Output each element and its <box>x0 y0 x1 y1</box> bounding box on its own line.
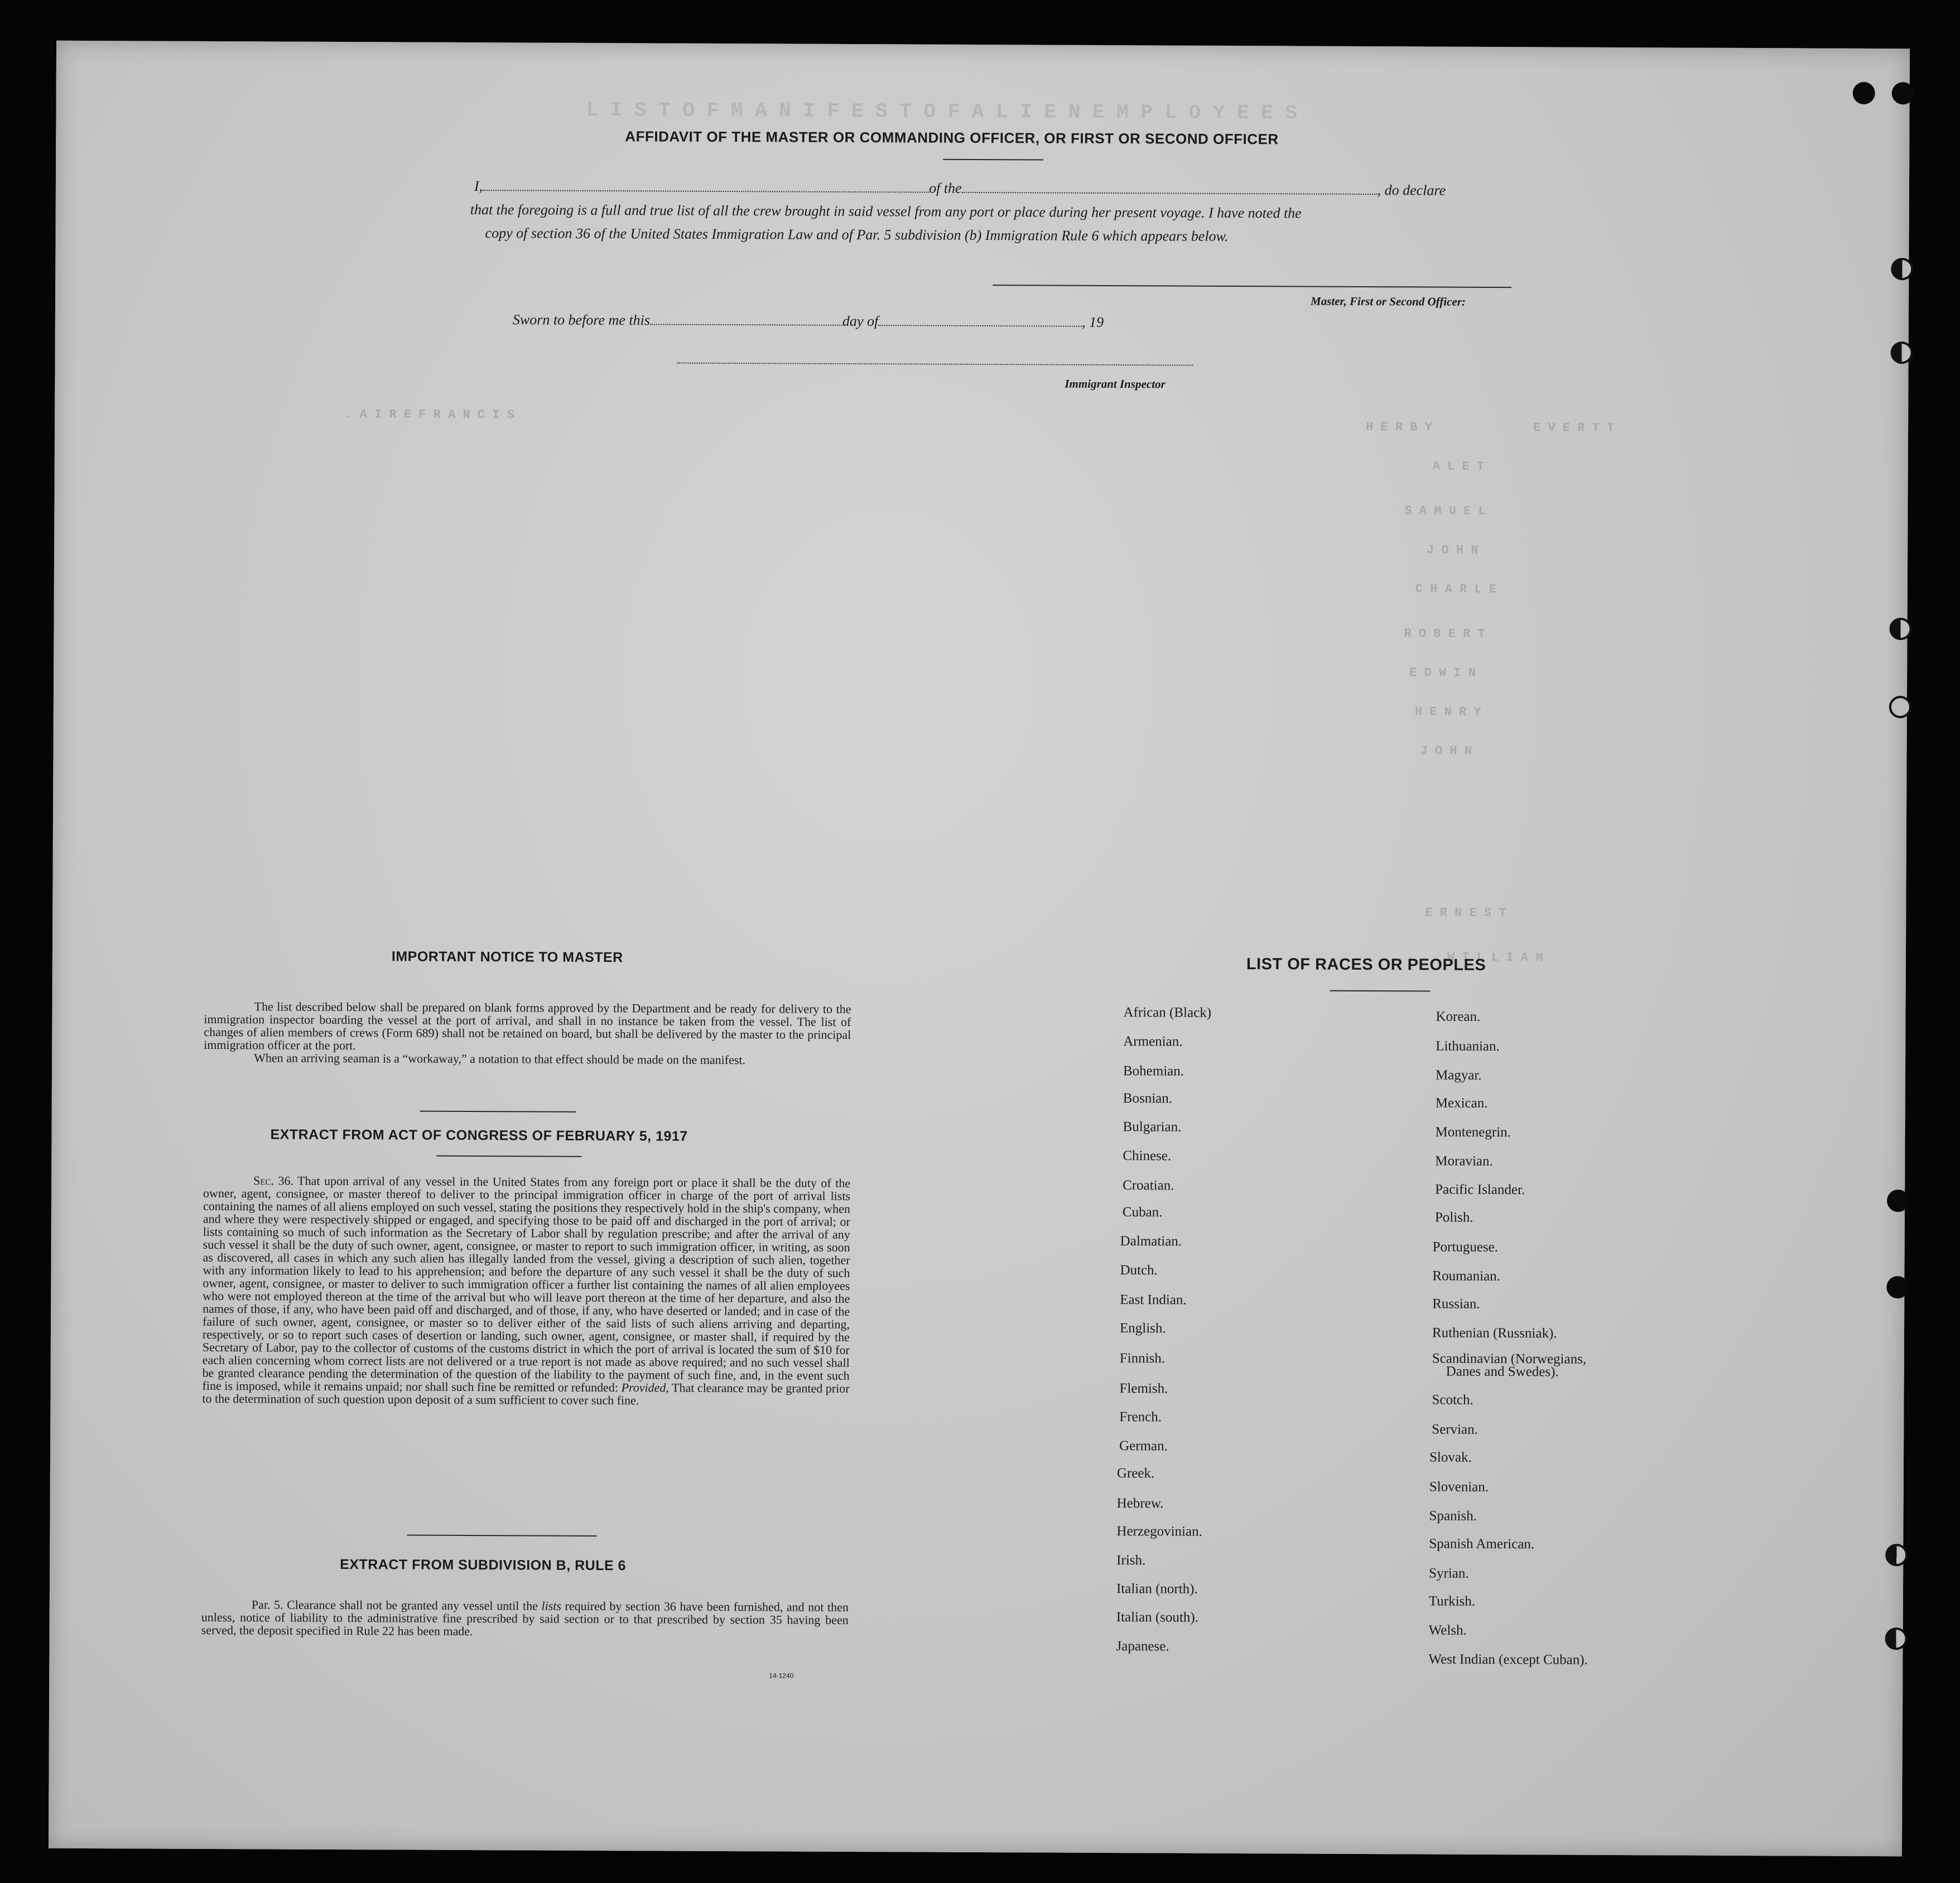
bleed-through-text: R O B E R T <box>1404 627 1485 641</box>
binder-hole <box>1891 258 1913 280</box>
sworn-month-field[interactable] <box>878 314 1082 327</box>
bleed-through-text: H E R B Y <box>1366 420 1432 435</box>
race-item: Spanish. <box>1429 1508 1477 1524</box>
race-item: Spanish American. <box>1429 1536 1535 1552</box>
divider <box>420 1111 576 1113</box>
race-item: Chinese. <box>1123 1148 1172 1164</box>
race-item: Cuban. <box>1122 1205 1163 1220</box>
race-item: East Indian. <box>1120 1292 1187 1308</box>
race-item: Scandinavian (Norwegians, <box>1432 1351 1587 1367</box>
rule-body <box>201 1598 849 1639</box>
name-field[interactable] <box>483 179 929 192</box>
rule-title: EXTRACT FROM SUBDIVISION B, RULE 6 <box>340 1557 627 1574</box>
race-item: Welsh. <box>1428 1622 1467 1638</box>
master-signature-line[interactable] <box>993 285 1511 288</box>
sworn-day-field[interactable] <box>650 312 842 326</box>
act-body <box>202 1174 850 1408</box>
bleed-through-text: C H A R L E <box>1415 582 1497 597</box>
form-number: 14-1240 <box>769 1672 794 1680</box>
sworn-day-of-label: day of <box>842 312 879 330</box>
binder-hole <box>1892 82 1914 104</box>
race-item: Portuguese. <box>1432 1239 1499 1255</box>
bleed-through-text: E D W I N <box>1409 666 1476 680</box>
document-page <box>49 41 1910 1856</box>
notice-paragraph-2: When an arriving seaman is a “workaway,” a notation to that effect should be made on the manifest. <box>254 1051 746 1067</box>
act-section-end: That clearance may be granted prior to the determination of such question upon deposit of a sum sufficient to cover such fine. <box>202 1380 850 1408</box>
notice-title: IMPORTANT NOTICE TO MASTER <box>391 948 623 966</box>
race-item: Ruthenian (Russniak). <box>1432 1325 1557 1341</box>
notice-paragraph-1: The list described below shall be prepared on blank forms approved by the Department and be ready for delivery to the immigration inspector boarding the vessel at the port of arrival, and shall in no instance be taken from the vessel. The list of changes of alien members of crews (Form 689) shall not be retained on board, but shall be delivered by the master to the principal immigration officer at the port. <box>204 999 851 1053</box>
race-item: Herzegovinian. <box>1116 1524 1202 1539</box>
binder-hole <box>1885 1627 1908 1650</box>
race-item: Bosnian. <box>1123 1091 1173 1106</box>
binder-hole <box>1887 1189 1909 1212</box>
race-item: Turkish. <box>1428 1593 1476 1609</box>
race-item: Korean. <box>1436 1009 1481 1024</box>
inspector-caption: Immigrant Inspector <box>1065 377 1166 391</box>
race-item: Greek. <box>1116 1466 1155 1481</box>
affidavit-of-the-label: of the <box>929 180 962 196</box>
race-item: Armenian. <box>1123 1034 1183 1049</box>
race-item: Dalmatian. <box>1120 1234 1182 1249</box>
bleed-through-text: . A I R E F R A N C I S <box>345 407 514 422</box>
bleed-through-text: S A M U E L <box>1404 504 1486 518</box>
binder-hole <box>1889 696 1911 718</box>
race-item: Mexican. <box>1435 1095 1488 1111</box>
race-item: Japanese. <box>1116 1639 1169 1654</box>
races-left-column <box>56 41 1910 49</box>
affidavit-line-1 <box>474 178 1446 199</box>
race-item: German. <box>1119 1438 1168 1454</box>
race-item: Polish. <box>1434 1210 1473 1225</box>
race-item: Danes and Swedes). <box>1446 1364 1559 1380</box>
affidavit-declare-label: , do declare <box>1377 182 1446 199</box>
race-item: Hebrew. <box>1116 1496 1164 1511</box>
divider <box>943 159 1043 161</box>
act-section-text: That upon arrival of any vessel in the United States from any foreign port or place it shall be the duty of the owner, agent, consignee, or master thereof to deliver to the principal immigration officer in charge of the port of arrival lists containing the names of all aliens employed on such vessel, stating the positions they respectively hold in the ship's company, when and where they were respectively shipped or engaged, and specifying those to be paid off and discharged in the port of arrival; or lists containing so much of such information as the Secretary of Labor shall by regulation prescribe; and after the arrival of any such vessel it shall be the duty of such owner, agent, consignee, or master to report to such immigration officer, in writing, as soon as discovered, all cases in which any such alien has illegally landed from the vessel, giving a description of such alien, together with any information likely to lead to his apprehension; and before the departure of any such vessel it shall be the duty of such owner, agent, consignee, or master to deliver to such immigration officer a further list containing the names of all alien employees who were not employed thereon at the time of the arrival but who will leave port thereon at the time of her departure, and also the names of those, if any, who have been paid off and discharged, and of those, if any, who have deserted or landed; and in case of the failure of such owner, agent, consignee, or master so to deliver either of the said lists of such aliens arriving and departing, respectively, or so to report such cases of desertion or landing, such owner, agent, consignee, or master shall, if required by the Secretary of Labor, pay to the collector of customs of the customs district in which the port of arrival is located the sum of $10 for each alien concerning whom correct lists are not delivered or a true report is not made as above required; and no such vessel shall be granted clearance pending the determination of the question of the liability to the payment of such fine, and, in the event such fine is imposed, while it remains unpaid; nor shall such fine be remitted or refunded: <box>202 1173 851 1395</box>
binder-hole <box>1885 1544 1908 1566</box>
race-item: Bulgarian. <box>1123 1119 1182 1135</box>
affidavit-i-label: I, <box>474 178 483 195</box>
race-item: West Indian (except Cuban). <box>1428 1651 1588 1668</box>
race-item: Italian (south). <box>1116 1610 1199 1625</box>
sworn-label: Sworn to before me this <box>512 311 651 329</box>
affidavit-line-3: copy of section 36 of the United States Immigration Law and of Par. 5 subdivision (b) Immigration Rule 6 which appears below. <box>485 225 1229 244</box>
race-item: Roumanian. <box>1432 1268 1501 1284</box>
race-item: Scotch. <box>1432 1392 1473 1408</box>
race-item: Pacific Islander. <box>1435 1182 1525 1198</box>
sworn-line <box>513 311 1104 331</box>
rule-text-start: Par. 5. Clearance shall not be granted any vessel until the <box>251 1597 538 1613</box>
binder-hole <box>1853 82 1875 104</box>
bleed-through-text: A L E T <box>1432 459 1485 474</box>
divider <box>436 1155 581 1157</box>
binder-hole <box>1891 341 1913 364</box>
rule-text-end: required by section 36 have been furnished, and not then unless, notice of liability to the administrative fine prescribed by said section or to that prescribed by section 35 having been served, the deposit specified in Rule 22 has been made. <box>201 1598 849 1639</box>
race-item: Moravian. <box>1435 1153 1493 1169</box>
inspector-signature-line[interactable] <box>677 363 1193 366</box>
race-item: Russian. <box>1432 1296 1480 1312</box>
act-provided: Provided, <box>621 1380 669 1395</box>
race-item: Lithuanian. <box>1436 1038 1500 1054</box>
act-title: EXTRACT FROM ACT OF CONGRESS OF FEBRUARY 5, 1917 <box>270 1126 688 1144</box>
race-item: African (Black) <box>1123 1005 1212 1020</box>
race-item: Italian (north). <box>1116 1581 1198 1597</box>
races-title: LIST OF RACES OR PEOPLES <box>1246 955 1486 974</box>
race-item: Bohemian. <box>1123 1063 1184 1079</box>
races-right-column <box>56 41 1910 49</box>
race-item: Montenegrin. <box>1435 1124 1511 1140</box>
binder-hole <box>1889 618 1911 640</box>
sworn-year-label: , 19 <box>1082 314 1104 330</box>
vessel-field[interactable] <box>962 181 1378 195</box>
divider <box>1330 990 1431 992</box>
race-item: Slovenian. <box>1429 1479 1489 1495</box>
race-item: French. <box>1119 1409 1162 1425</box>
race-item: Servian. <box>1432 1422 1478 1437</box>
bleed-through-text: W I L L I A M <box>1447 950 1543 965</box>
rule-lists: lists <box>541 1598 562 1613</box>
race-item: Dutch. <box>1120 1263 1158 1278</box>
act-section-label: Sec. 36. <box>253 1173 294 1188</box>
bleed-through-text: E R N E S T <box>1425 906 1506 921</box>
bleed-through-text: J O H N <box>1420 744 1472 758</box>
race-item: English. <box>1119 1321 1166 1336</box>
race-item: Finnish. <box>1119 1351 1166 1366</box>
bleed-through-text: L I S T O F M A N I F E S T O F A L I E N E M P L O Y E E S <box>586 98 1298 125</box>
race-item: Magyar. <box>1435 1067 1482 1083</box>
bleed-through-text: H E N R Y <box>1414 705 1481 719</box>
bleed-through-text: E V E R T T <box>1533 421 1615 435</box>
race-item: Flemish. <box>1119 1381 1168 1396</box>
master-caption: Master, First or Second Officer: <box>1311 294 1466 309</box>
notice-body <box>204 1000 851 1067</box>
race-item: Slovak. <box>1429 1449 1472 1465</box>
affidavit-line-2: that the foregoing is a full and true list of all the crew brought in said vessel from any port or place during her present voyage. I have noted the <box>470 201 1302 221</box>
race-item: Syrian. <box>1429 1566 1469 1581</box>
race-item: Croatian. <box>1123 1178 1174 1193</box>
bleed-through-text: J O H N <box>1427 543 1479 557</box>
binder-hole <box>1886 1276 1909 1298</box>
race-item: Irish. <box>1116 1553 1146 1568</box>
divider <box>407 1535 596 1537</box>
affidavit-title: AFFIDAVIT OF THE MASTER OR COMMANDING OFFICER, OR FIRST OR SECOND OFFICER <box>625 128 1279 148</box>
